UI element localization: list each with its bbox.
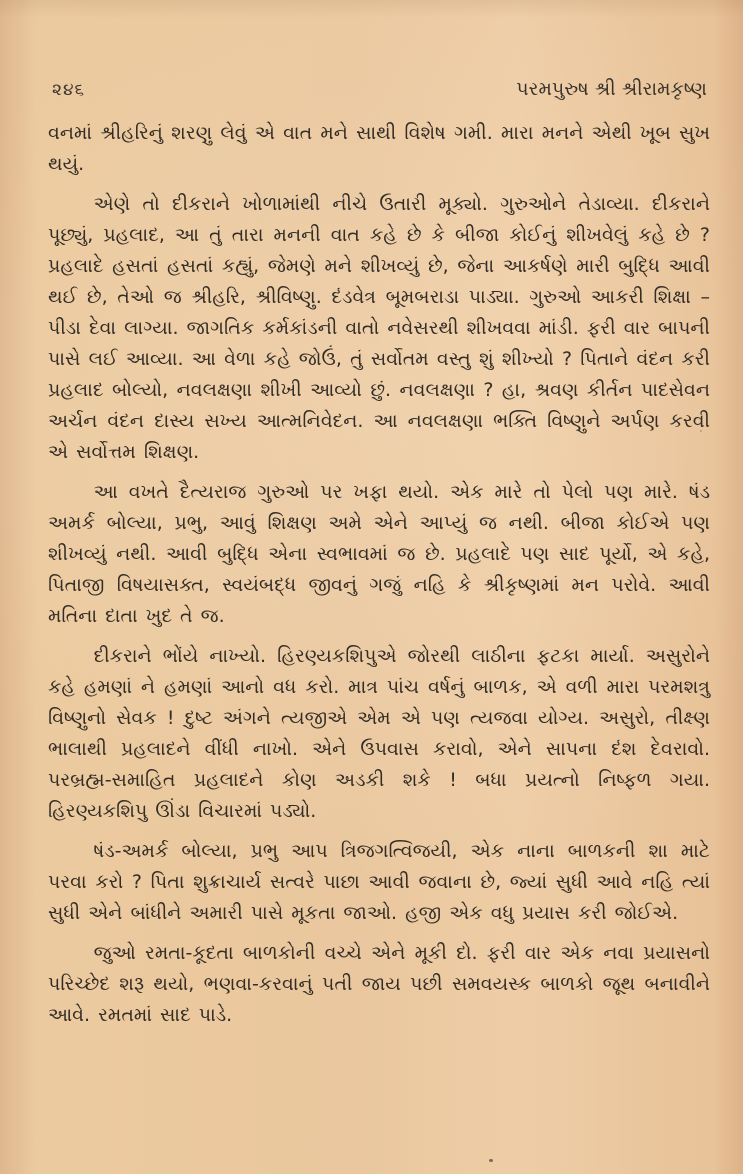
page-number: ૨૪૬ [52,80,86,100]
page-header [52,78,707,100]
running-header: પરમપુરુષ શ્રી શ્રીરામકૃષ્ણ [516,78,707,100]
page-body [48,118,710,1040]
paragraph: વનમાં શ્રીહરિનું શરણુ લેવું એ વાત મને સાથી વિશેષ ગમી. મારા મનને એથી ખૂબ સુખ થયું. [48,122,710,175]
paragraph: ષંડ-અમર્ક બોલ્યા, પ્રભુ આપ ત્રિજગત્વિજયી, એક નાના બાળકની શા માટે પરવા કરો ? પિતા શુક્રાચાર્ય સત્વરે પાછા આવી જવાના છે, જ્યાં સુધી આવે નહિ ત્યાં સુધી એને બાંધીને અમારી પાસે મૂકતા જાઓ. હજી એક વધુ પ્રયાસ કરી જોઈએ. [48,840,710,924]
paragraph: એણે તો દીકરાને ખોળામાંથી નીચે ઉતારી મૂક્યો. ગુરુઓને તેડાવ્યા. દીકરાને પૂછ્યું, પ્રહલાદ, આ તું તારા મનની વાત કહે છે કે બીજા કોઈનું શીખવેલું કહે છે ? પ્રહલાદે હસતાં હસતાં કહ્યું, જેમણે મને શીખવ્યું છે, જેના આકર્ષણે મારી બુદ્ધિ આવી થઈ છે, તેઓ જ શ્રીહરિ, શ્રીવિષ્ણુ. દંડવેત્ર બૂમબરાડા પાડ્યા. ગુરુઓ આકરી શિક્ષા – પીડા દેવા લાગ્યા. જાગતિક કર્મકાંડની વાતો નવેસરથી શીખવવા માંડી. ફરી વાર બાપની પાસે લઈ આવ્યા. આ વેળા કહે જોઉં, તું સર્વોતમ વસ્તુ શું શીખ્યો ? પિતાને વંદન કરી પ્રહલાદ બોલ્યો, નવલક્ષણા શીખી આવ્યો છું. નવલક્ષણા ? હા, શ્રવણ કીર્તન પાદસેવન અર્ચન વંદન દાસ્ય સખ્ય આત્મનિવેદન. આ નવલક્ષણા ભક્તિ વિષ્ણુને અર્પણ કરવી એ સર્વોત્તમ શિક્ષણ. [48,193,710,463]
ink-speck [700,430,702,432]
paragraph: દીકરાને ભોંયે નાખ્યો. હિરણ્યકશિપુએ જોરથી લાઠીના ફટકા માર્યા. અસુરોને કહે હમણાં ને હમણાં આનો વધ કરો. માત્ર પાંચ વર્ષનું બાળક, એ વળી મારા પરમશત્રુ વિષ્ણુનો સેવક ! દુષ્ટ અંગને ત્યજીએ એમ એ પણ ત્યજવા યોગ્ય. અસુરો, તીક્ષ્ણ ભાલાથી પ્રહલાદને વીંધી નાખો. એને ઉપવાસ કરાવો, એને સાપના દંશ દેવરાવો. પરબ્રહ્મ-સમાહિત પ્રહલાદને કોણ અડકી શકે ! બધા પ્રયત્નો નિષ્ફળ ગયા. હિરણ્યકશિપુ ઊંડા વિચારમાં પડ્યો. [48,645,710,822]
paragraph: આ વખતે દૈત્યરાજ ગુરુઓ પર ખફા થયો. એક મારે તો પેલો પણ મારે. ષંડ અમર્ક બોલ્યા, પ્રભુ, આવું શિક્ષણ અમે એને આપ્યું જ નથી. બીજા કોઈએ પણ શીખવ્યું નથી. આવી બુદ્ધિ એના સ્વભાવમાં જ છે. પ્રહલાદે પણ સાદ પૂર્યો, એ કહે, પિતાજી વિષયાસક્ત, સ્વયંબદ્ધ જીવનું ગજું નહિ કે શ્રીકૃષ્ણમાં મન પરોવે. આવી મતિના દાતા ખુદ તે જ. [48,481,710,627]
ink-speck [489,1159,493,1162]
paragraph: જુઓ રમતા-કૂદતા બાળકોની વચ્ચે એને મૂકી દો. ફરી વાર એક નવા પ્રયાસનો પરિચ્છેદ શરૂ થયો, ભણવા-કરવાનું પતી જાય પછી સમવયસ્ક બાળકો જૂથ બનાવીને આવે. રમતમાં સાદ પાડે. [48,942,710,1026]
